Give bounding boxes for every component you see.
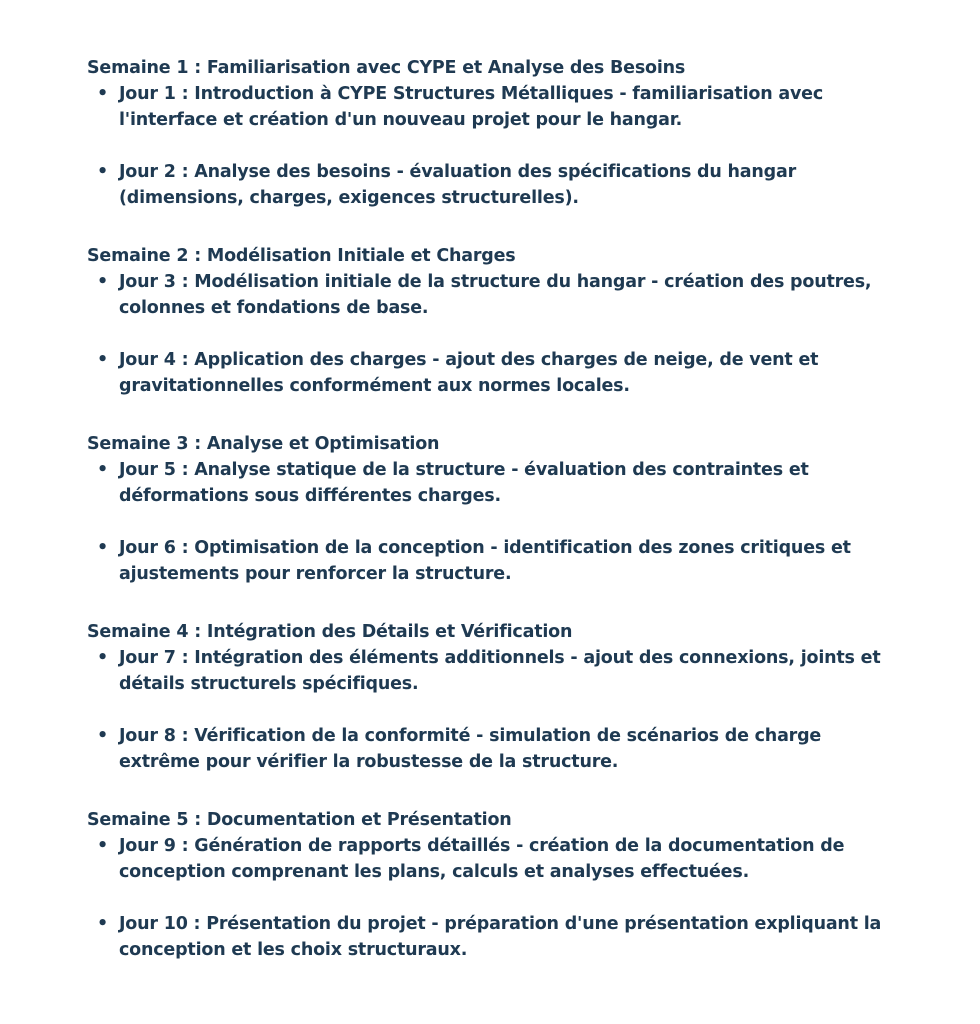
day-item	[87, 911, 907, 963]
week-title: Semaine 2 : Modélisation Initiale et Charges	[87, 246, 516, 266]
week-section	[87, 619, 907, 775]
week-title: Semaine 3 : Analyse et Optimisation	[87, 434, 440, 454]
day-text: Jour 5 : Analyse statique de la structure - évaluation des contraintes et déformations sous différentes charges.	[119, 460, 809, 506]
week-section	[87, 243, 907, 399]
day-text: Jour 6 : Optimisation de la conception - identification des zones critiques et ajustements pour renforcer la structure.	[119, 538, 851, 584]
week-section	[87, 431, 907, 587]
day-text: Jour 1 : Introduction à CYPE Structures Métalliques - familiarisation avec l'interface et création d'un nouveau projet pour le hangar.	[119, 84, 823, 130]
day-text: Jour 3 : Modélisation initiale de la structure du hangar - création des poutres, colonnes et fondations de base.	[119, 272, 872, 318]
bullet-icon: •	[97, 914, 108, 934]
bullet-icon: •	[97, 836, 108, 856]
day-text: Jour 4 : Application des charges - ajout des charges de neige, de vent et gravitationnelles conformément aux normes locales.	[119, 350, 819, 396]
day-text: Jour 7 : Intégration des éléments additionnels - ajout des connexions, joints et détails structurels spécifiques.	[119, 648, 881, 694]
bullet-icon: •	[97, 538, 108, 558]
week-section	[87, 55, 907, 211]
day-text: Jour 10 : Présentation du projet - préparation d'une présentation expliquant la conception et les choix structuraux.	[119, 914, 882, 960]
day-item	[87, 457, 907, 509]
bullet-icon: •	[97, 162, 108, 182]
day-item	[87, 723, 907, 775]
bullet-icon: •	[97, 726, 108, 746]
day-list	[87, 645, 907, 775]
day-item	[87, 645, 907, 697]
day-list	[87, 269, 907, 399]
week-section	[87, 807, 907, 963]
day-list	[87, 81, 907, 211]
day-list	[87, 833, 907, 963]
bullet-icon: •	[97, 648, 108, 668]
schedule-document	[87, 55, 907, 995]
day-item	[87, 159, 907, 211]
day-item	[87, 347, 907, 399]
day-list	[87, 457, 907, 587]
week-title: Semaine 4 : Intégration des Détails et Vérification	[87, 622, 573, 642]
day-item	[87, 81, 907, 133]
day-text: Jour 2 : Analyse des besoins - évaluation des spécifications du hangar (dimensions, charges, exigences structurelles).	[119, 162, 797, 208]
week-title: Semaine 5 : Documentation et Présentation	[87, 810, 512, 830]
day-item	[87, 833, 907, 885]
bullet-icon: •	[97, 84, 108, 104]
day-text: Jour 8 : Vérification de la conformité - simulation de scénarios de charge extrême pour vérifier la robustesse de la structure.	[119, 726, 822, 772]
day-text: Jour 9 : Génération de rapports détaillés - création de la documentation de conception comprenant les plans, calculs et analyses effectuées.	[119, 836, 845, 882]
bullet-icon: •	[97, 350, 108, 370]
bullet-icon: •	[97, 272, 108, 292]
bullet-icon: •	[97, 460, 108, 480]
week-title: Semaine 1 : Familiarisation avec CYPE et Analyse des Besoins	[87, 58, 686, 78]
day-item	[87, 535, 907, 587]
day-item	[87, 269, 907, 321]
